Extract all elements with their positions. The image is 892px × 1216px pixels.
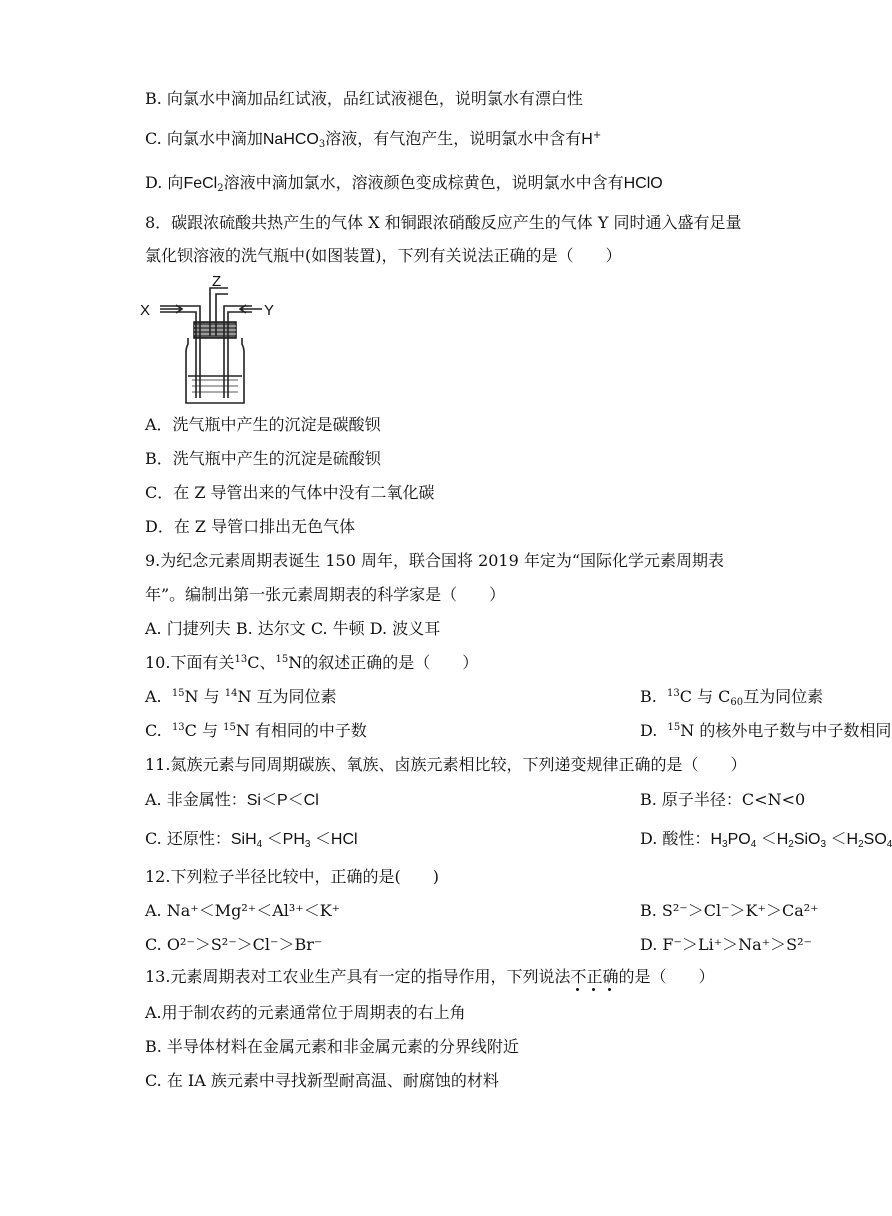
q10-a-mid: N 与 — [184, 687, 220, 706]
q11-d-d-sub: 3 — [820, 839, 827, 850]
q8-option-c: C．在 Z 导管出来的气体中没有二氧化碳 — [145, 483, 435, 502]
q7-c-text-post: 溶液，有气泡产生，说明氯水中含有 — [325, 129, 582, 148]
q11-option-a — [145, 789, 806, 812]
q11-d-f-sub: 4 — [886, 839, 892, 850]
q10-b-label: B. — [640, 687, 657, 706]
q7-d-subscript: 2 — [217, 183, 224, 194]
q7-d-formula-end: HClO — [623, 175, 663, 192]
q10-option-c — [145, 720, 892, 742]
q12-option-c — [145, 934, 812, 956]
q12-option-b: B. S²⁻＞Cl⁻＞K⁺＞Ca²⁺ — [640, 901, 819, 920]
q7-d-text-post: 溶液中滴加氯水，溶液颜色变成棕黄色，说明氯水中含有 — [223, 173, 624, 192]
q10-c-post: N 有相同的中子数 — [235, 721, 367, 740]
q13-stem-post: 的是（ ） — [618, 967, 715, 986]
q10-carbon: C — [247, 653, 260, 672]
tube-x — [160, 306, 200, 398]
q9-options: A. 门捷列夫 B. 达尔文 C. 牛顿 D. 波义耳 — [145, 619, 441, 638]
q10-mass-13: 13 — [234, 654, 248, 665]
q7-d-formula: FeCl — [183, 175, 218, 192]
q11-option-c — [145, 828, 892, 851]
q10-a-mass: 15 — [171, 688, 185, 699]
q8-stem-line2: 氯化钡溶液的洗气瓶中(如图装置)，下列有关说法正确的是（ ） — [145, 246, 622, 265]
q11-d-b: PO — [727, 831, 751, 848]
q7-c-text: C. 向氯水中滴加 — [145, 129, 263, 148]
q11-c-a: SiH — [230, 831, 257, 848]
q10-b-mid: C 与 C — [679, 687, 731, 706]
q7-option-c — [145, 128, 601, 151]
q11-a-label: A. 非金属性： — [145, 790, 247, 809]
q11-d-c: ＜H — [756, 831, 789, 848]
q7-option-b: B. 向氯水中滴加品红试液，品红试液褪色，说明氯水有漂白性 — [145, 89, 583, 108]
q11-d-label: D. 酸性： — [640, 829, 711, 848]
q13-emph-text: 不正确 — [570, 967, 619, 986]
q11-c-b: ＜PH — [262, 831, 305, 848]
q11-d-e-sub: 2 — [858, 839, 864, 850]
q12-option-a — [145, 900, 819, 922]
q7-c-subscript: 3 — [318, 139, 326, 150]
gas-washing-bottle-figure — [140, 273, 275, 406]
q10-c-mass-15: 15 — [223, 722, 236, 733]
q13-option-c: C. 在 IA 族元素中寻找新型耐高温、耐腐蚀的材料 — [145, 1071, 499, 1090]
q10-option-d — [640, 720, 891, 742]
q8-option-b: B．洗气瓶中产生的沉淀是硫酸钡 — [145, 449, 381, 468]
q11-d-b-sub: 4 — [750, 839, 757, 850]
q10-d-post: N 的核外电子数与中子数相同 — [680, 721, 892, 740]
q10-mass-15: 15 — [275, 654, 289, 665]
q9-stem-line1: 9.为纪念元素周期表诞生 150 周年，联合国将 2019 年定为“国际化学元素周期表 — [145, 551, 725, 570]
q10-sep: 、 — [259, 653, 276, 672]
q11-option-b: B. 原子半径：C<N<0 — [640, 790, 806, 809]
q10-a-label: A. — [145, 687, 162, 706]
q12-c: C. O²⁻＞S²⁻＞Cl⁻＞Br⁻ — [145, 935, 323, 954]
label-z: Z — [212, 273, 222, 290]
q7-c-ion: H — [581, 131, 593, 148]
q11-d-f: SO — [863, 831, 887, 848]
q13-emphasis — [570, 967, 618, 986]
q11-c-expr — [231, 831, 358, 848]
q13-option-b: B. 半导体材料在金属元素和非金属元素的分界线附近 — [145, 1037, 519, 1056]
q11-c-label: C. 还原性： — [145, 829, 231, 848]
q10-d-mass: 15 — [667, 722, 681, 733]
q11-option-d — [640, 828, 892, 851]
q10-a-post: N 互为同位素 — [237, 687, 337, 706]
q10-b-post: 互为同位素 — [743, 687, 824, 706]
q9-stem-line2: 年”。编制出第一张元素周期表的科学家是（ ） — [145, 585, 506, 604]
q7-d-text: D. 向 — [145, 173, 184, 192]
q11-d-a-sub: 3 — [722, 839, 728, 850]
q7-c-formula: NaHCO — [262, 131, 319, 148]
q10-b-sub: 60 — [730, 697, 744, 708]
q10-option-b — [640, 686, 823, 708]
q7-option-d — [145, 172, 663, 195]
q11-c-b-sub: 3 — [304, 839, 311, 850]
q11-d-c-sub: 2 — [788, 839, 794, 850]
q11-a-expr: Si＜P＜Cl — [246, 792, 319, 809]
q8-option-d: D．在 Z 导管口排出无色气体 — [145, 517, 356, 536]
tube-y — [224, 306, 252, 398]
q10-c-mass: 13 — [171, 722, 185, 733]
q12-a: A. Na⁺＜Mg²⁺＜Al³⁺＜K⁺ — [145, 901, 341, 920]
q10-c-mid: C 与 — [184, 721, 219, 740]
q11-stem: 11.氮族元素与同周期碳族、氧族、卤族元素相比较，下列递变规律正确的是（ ） — [145, 755, 747, 774]
q11-c-a-sub: 4 — [256, 839, 263, 850]
q10-nitrogen: N — [288, 653, 303, 672]
q12-option-d: D. F⁻＞Li⁺＞Na⁺＞S²⁻ — [640, 935, 812, 954]
q11-d-d: SiO — [793, 831, 821, 848]
q13-option-a: A.用于制农药的元素通常位于周期表的右上角 — [145, 1003, 466, 1022]
q10-b-mass: 13 — [667, 688, 680, 699]
q10-option-a — [145, 686, 824, 708]
q10-c-label: C. — [145, 721, 162, 740]
q12-stem: 12.下列粒子半径比较中，正确的是( ) — [145, 867, 439, 886]
label-y: Y — [264, 302, 275, 319]
q10-d-label: D. — [640, 721, 658, 740]
q11-c-c: ＜HCl — [310, 831, 358, 848]
q8-stem-line1: 8．碳跟浓硫酸共热产生的气体 X 和铜跟浓硝酸反应产生的气体 Y 同时通入盛有足量 — [145, 213, 742, 232]
q13-stem-pre: 13.元素周期表对工农业生产具有一定的指导作用，下列说法 — [145, 967, 571, 986]
q7-c-ion-charge: + — [592, 130, 602, 141]
q11-d-expr — [710, 831, 892, 848]
q10-stem-pre: 10.下面有关 — [145, 653, 235, 672]
label-x: X — [140, 302, 151, 319]
q11-d-a: H — [710, 831, 722, 848]
q11-d-e: ＜H — [826, 831, 859, 848]
q10-stem-post: 的叙述正确的是（ ） — [302, 653, 479, 672]
q13-stem — [145, 966, 714, 988]
q10-a-mass-14: 14 — [224, 688, 238, 699]
q8-option-a: A．洗气瓶中产生的沉淀是碳酸钡 — [145, 415, 381, 434]
q10-stem — [145, 652, 478, 674]
bottle-body — [186, 338, 244, 403]
